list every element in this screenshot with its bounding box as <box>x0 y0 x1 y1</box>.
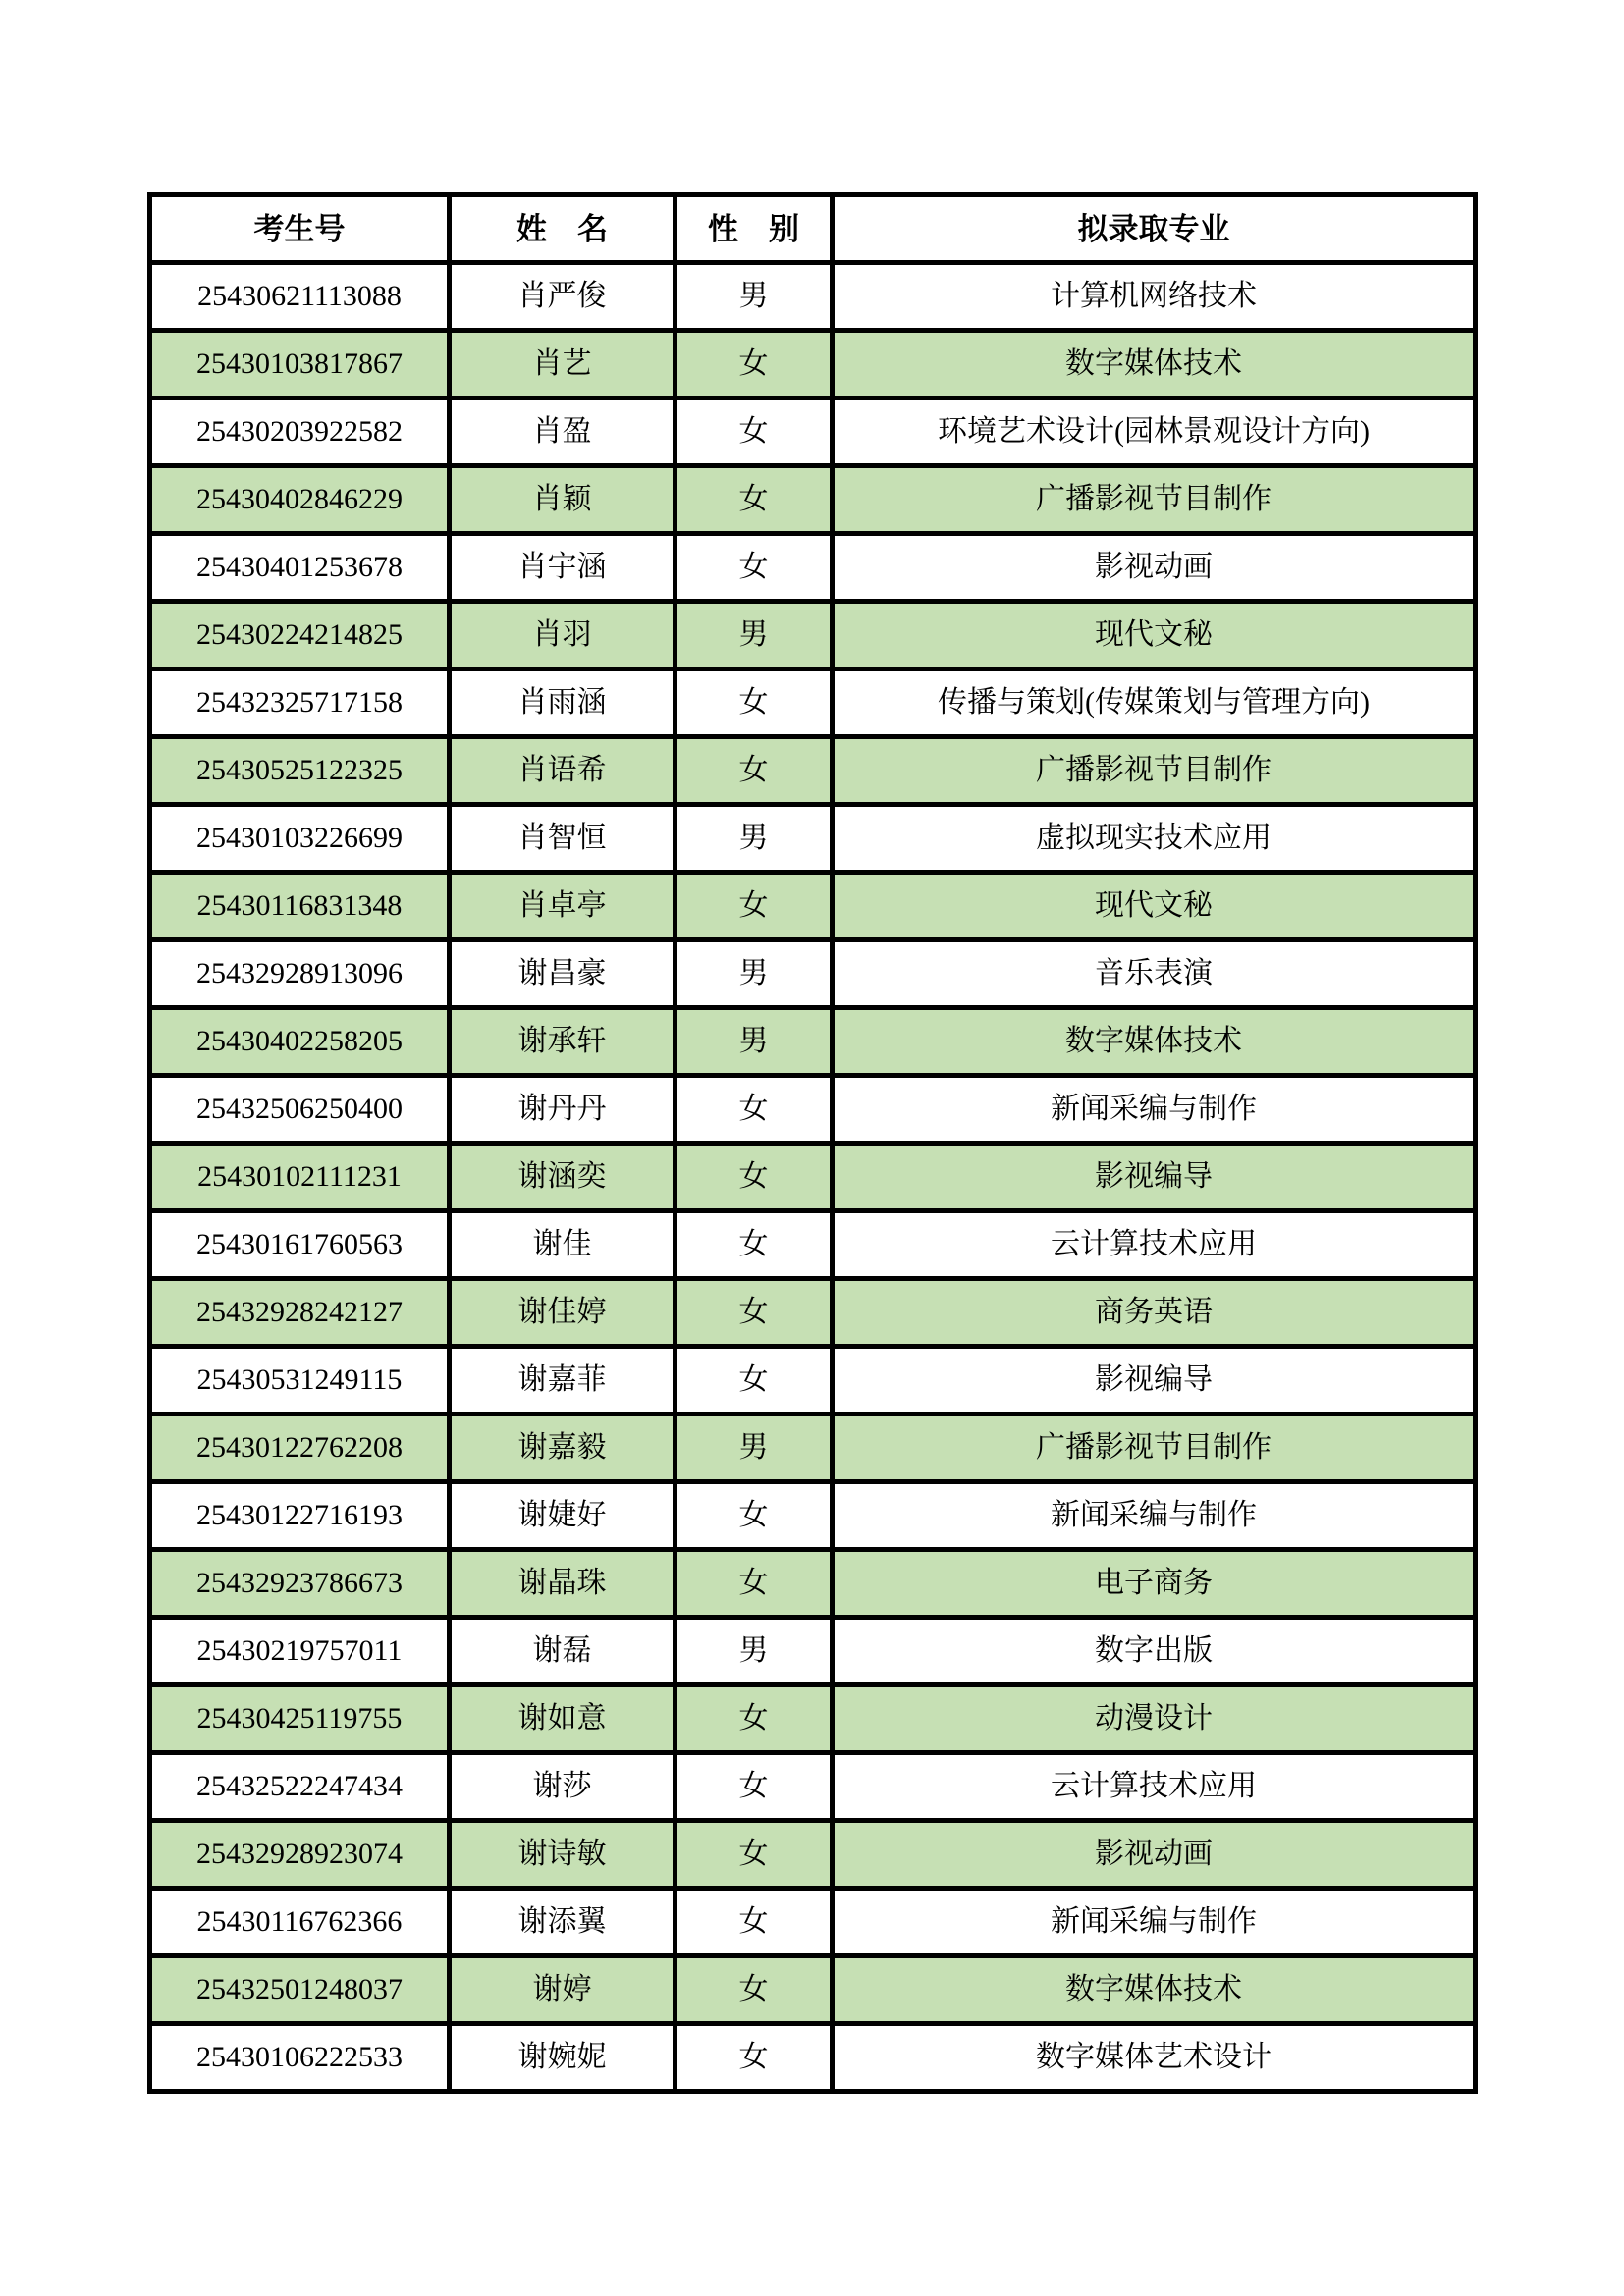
table-row <box>150 1008 1476 1076</box>
cell-name: 谢佳婷 <box>450 1279 676 1347</box>
table-row <box>150 805 1476 873</box>
cell-major: 虚拟现实技术应用 <box>833 805 1476 873</box>
cell-major: 数字媒体技术 <box>833 1008 1476 1076</box>
cell-gender: 男 <box>676 1618 833 1685</box>
cell-gender: 女 <box>676 2024 833 2092</box>
cell-name: 谢莎 <box>450 1753 676 1821</box>
cell-name: 肖盈 <box>450 399 676 466</box>
cell-major: 现代文秘 <box>833 602 1476 669</box>
cell-major: 现代文秘 <box>833 873 1476 940</box>
cell-gender: 男 <box>676 1415 833 1482</box>
cell-name: 肖语希 <box>450 737 676 805</box>
cell-name: 谢承轩 <box>450 1008 676 1076</box>
table-body <box>150 263 1476 2092</box>
cell-candidate-id: 25430161760563 <box>150 1211 450 1279</box>
cell-major: 数字媒体技术 <box>833 1956 1476 2024</box>
cell-candidate-id: 25430103817867 <box>150 331 450 399</box>
cell-name: 谢涵奕 <box>450 1144 676 1211</box>
cell-name: 谢诗敏 <box>450 1821 676 1889</box>
cell-candidate-id: 25430122716193 <box>150 1482 450 1550</box>
cell-name: 谢晶珠 <box>450 1550 676 1618</box>
cell-name: 肖严俊 <box>450 263 676 331</box>
cell-candidate-id: 25430425119755 <box>150 1685 450 1753</box>
cell-name: 谢磊 <box>450 1618 676 1685</box>
cell-major: 电子商务 <box>833 1550 1476 1618</box>
cell-candidate-id: 25430102111231 <box>150 1144 450 1211</box>
table-row <box>150 873 1476 940</box>
cell-name: 谢婉妮 <box>450 2024 676 2092</box>
cell-major: 影视编导 <box>833 1144 1476 1211</box>
table-row <box>150 1618 1476 1685</box>
cell-major: 商务英语 <box>833 1279 1476 1347</box>
cell-candidate-id: 25432928913096 <box>150 940 450 1008</box>
cell-candidate-id: 25430621113088 <box>150 263 450 331</box>
cell-name: 谢婕好 <box>450 1482 676 1550</box>
cell-candidate-id: 25430116762366 <box>150 1889 450 1956</box>
cell-candidate-id: 25430402258205 <box>150 1008 450 1076</box>
cell-candidate-id: 25432325717158 <box>150 669 450 737</box>
cell-gender: 女 <box>676 1347 833 1415</box>
cell-candidate-id: 25430219757011 <box>150 1618 450 1685</box>
cell-name: 肖艺 <box>450 331 676 399</box>
table-row <box>150 1821 1476 1889</box>
cell-gender: 男 <box>676 805 833 873</box>
header-name: 姓 名 <box>450 195 676 263</box>
cell-gender: 女 <box>676 1685 833 1753</box>
cell-gender: 女 <box>676 1889 833 1956</box>
cell-candidate-id: 25430531249115 <box>150 1347 450 1415</box>
cell-major: 影视编导 <box>833 1347 1476 1415</box>
cell-gender: 男 <box>676 263 833 331</box>
cell-gender: 女 <box>676 669 833 737</box>
cell-major: 数字媒体艺术设计 <box>833 2024 1476 2092</box>
table-row <box>150 1279 1476 1347</box>
cell-major: 广播影视节目制作 <box>833 1415 1476 1482</box>
table-row <box>150 1685 1476 1753</box>
cell-name: 谢昌豪 <box>450 940 676 1008</box>
table-row <box>150 602 1476 669</box>
table-row <box>150 1211 1476 1279</box>
cell-gender: 女 <box>676 1821 833 1889</box>
cell-name: 谢添翼 <box>450 1889 676 1956</box>
cell-major: 新闻采编与制作 <box>833 1076 1476 1144</box>
table-row <box>150 399 1476 466</box>
table-row <box>150 263 1476 331</box>
cell-candidate-id: 25430402846229 <box>150 466 450 534</box>
table-row <box>150 1482 1476 1550</box>
cell-candidate-id: 25432928923074 <box>150 1821 450 1889</box>
cell-gender: 女 <box>676 1753 833 1821</box>
cell-gender: 女 <box>676 534 833 602</box>
cell-gender: 女 <box>676 399 833 466</box>
table-row <box>150 466 1476 534</box>
cell-gender: 男 <box>676 1008 833 1076</box>
table-row <box>150 331 1476 399</box>
cell-name: 肖颖 <box>450 466 676 534</box>
cell-candidate-id: 25432506250400 <box>150 1076 450 1144</box>
cell-gender: 女 <box>676 1279 833 1347</box>
cell-candidate-id: 25430203922582 <box>150 399 450 466</box>
cell-gender: 女 <box>676 1482 833 1550</box>
cell-major: 数字出版 <box>833 1618 1476 1685</box>
cell-name: 肖羽 <box>450 602 676 669</box>
table-row <box>150 1415 1476 1482</box>
cell-candidate-id: 25430401253678 <box>150 534 450 602</box>
table-row <box>150 1144 1476 1211</box>
admission-table <box>147 192 1478 2094</box>
cell-gender: 女 <box>676 331 833 399</box>
cell-gender: 女 <box>676 1076 833 1144</box>
table-row <box>150 737 1476 805</box>
cell-candidate-id: 25432928242127 <box>150 1279 450 1347</box>
table-row <box>150 1889 1476 1956</box>
cell-major: 云计算技术应用 <box>833 1211 1476 1279</box>
cell-gender: 女 <box>676 737 833 805</box>
cell-major: 传播与策划(传媒策划与管理方向) <box>833 669 1476 737</box>
table-row <box>150 1347 1476 1415</box>
cell-major: 数字媒体技术 <box>833 331 1476 399</box>
table-row <box>150 534 1476 602</box>
cell-candidate-id: 25432501248037 <box>150 1956 450 2024</box>
cell-candidate-id: 25430122762208 <box>150 1415 450 1482</box>
header-candidate-id: 考生号 <box>150 195 450 263</box>
cell-major: 音乐表演 <box>833 940 1476 1008</box>
cell-major: 环境艺术设计(园林景观设计方向) <box>833 399 1476 466</box>
cell-name: 谢嘉菲 <box>450 1347 676 1415</box>
cell-name: 谢嘉毅 <box>450 1415 676 1482</box>
cell-major: 云计算技术应用 <box>833 1753 1476 1821</box>
cell-name: 谢佳 <box>450 1211 676 1279</box>
cell-major: 影视动画 <box>833 1821 1476 1889</box>
cell-gender: 男 <box>676 602 833 669</box>
cell-gender: 女 <box>676 1956 833 2024</box>
cell-major: 影视动画 <box>833 534 1476 602</box>
cell-name: 谢如意 <box>450 1685 676 1753</box>
table-row <box>150 1956 1476 2024</box>
table-row <box>150 940 1476 1008</box>
table-row <box>150 2024 1476 2092</box>
table-row <box>150 1076 1476 1144</box>
cell-major: 计算机网络技术 <box>833 263 1476 331</box>
cell-name: 肖卓亭 <box>450 873 676 940</box>
cell-gender: 女 <box>676 1211 833 1279</box>
cell-candidate-id: 25430116831348 <box>150 873 450 940</box>
cell-name: 肖智恒 <box>450 805 676 873</box>
cell-candidate-id: 25430525122325 <box>150 737 450 805</box>
header-major: 拟录取专业 <box>833 195 1476 263</box>
cell-gender: 女 <box>676 466 833 534</box>
cell-gender: 女 <box>676 1144 833 1211</box>
table-row <box>150 1550 1476 1618</box>
cell-candidate-id: 25432923786673 <box>150 1550 450 1618</box>
cell-major: 广播影视节目制作 <box>833 737 1476 805</box>
cell-name: 肖雨涵 <box>450 669 676 737</box>
cell-candidate-id: 25430224214825 <box>150 602 450 669</box>
cell-major: 广播影视节目制作 <box>833 466 1476 534</box>
cell-gender: 男 <box>676 940 833 1008</box>
cell-major: 新闻采编与制作 <box>833 1889 1476 1956</box>
cell-major: 新闻采编与制作 <box>833 1482 1476 1550</box>
cell-candidate-id: 25432522247434 <box>150 1753 450 1821</box>
table-row <box>150 1753 1476 1821</box>
table-row <box>150 669 1476 737</box>
cell-candidate-id: 25430106222533 <box>150 2024 450 2092</box>
cell-major: 动漫设计 <box>833 1685 1476 1753</box>
cell-name: 肖宇涵 <box>450 534 676 602</box>
cell-gender: 女 <box>676 873 833 940</box>
cell-gender: 女 <box>676 1550 833 1618</box>
cell-name: 谢婷 <box>450 1956 676 2024</box>
cell-candidate-id: 25430103226699 <box>150 805 450 873</box>
cell-name: 谢丹丹 <box>450 1076 676 1144</box>
header-row <box>150 195 1476 263</box>
header-gender: 性 别 <box>676 195 833 263</box>
